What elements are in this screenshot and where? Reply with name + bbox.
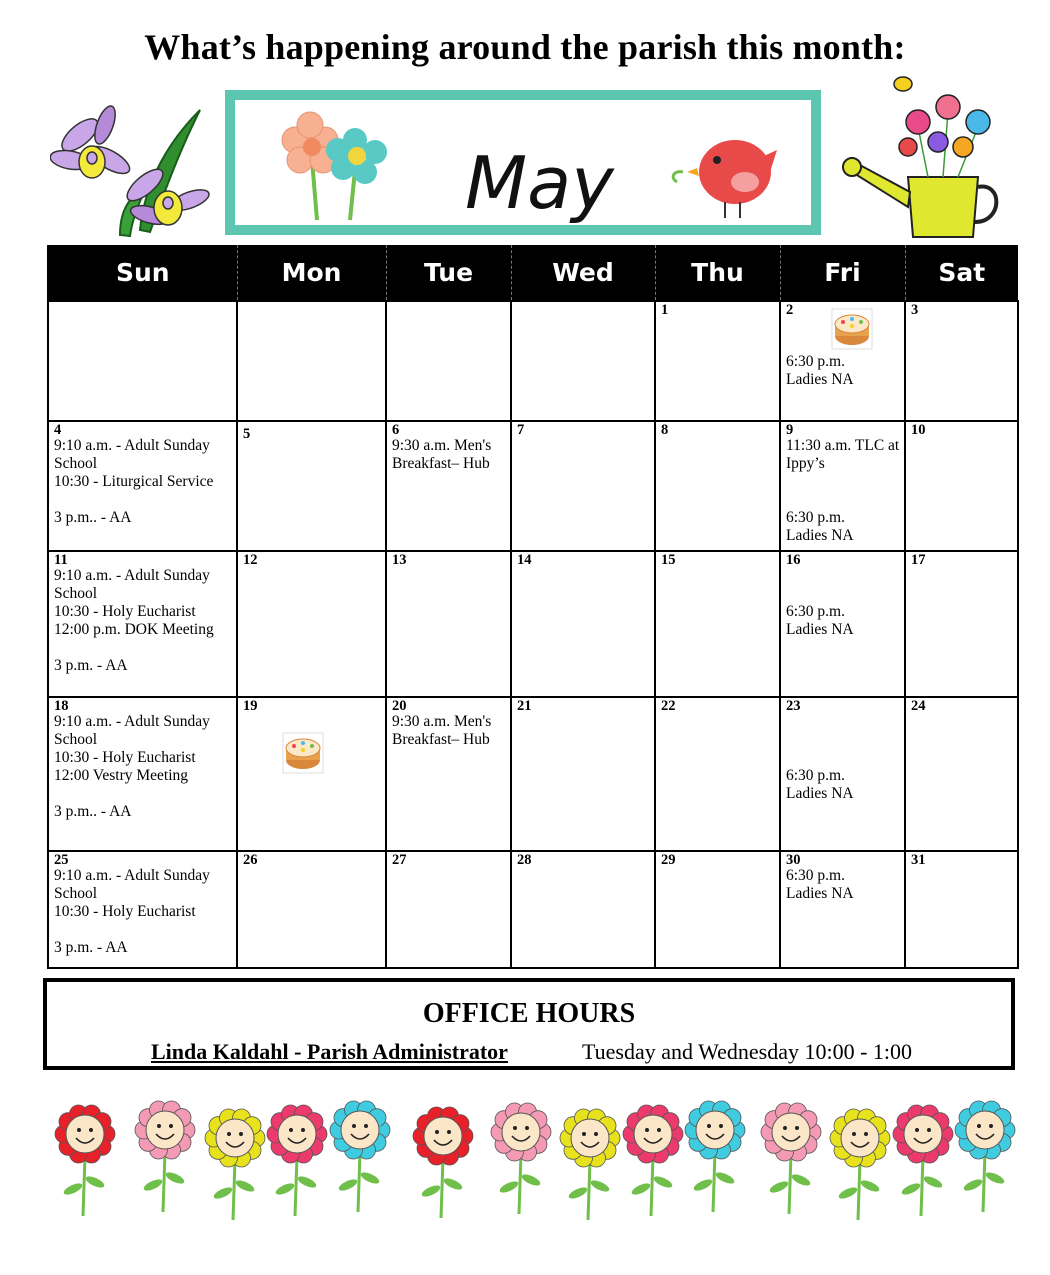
smiling-flower-icon	[623, 1105, 683, 1216]
smiling-flower-icon	[893, 1105, 953, 1216]
calendar-day-cell	[511, 551, 655, 697]
calendar-day-cell	[386, 421, 511, 551]
calendar-day-cell	[780, 551, 905, 697]
office-hours-title: OFFICE HOURS	[422, 998, 636, 1029]
day-events: 9:10 a.m. - Adult Sunday School 10:30 - Holy Eucharist 3 p.m. - AA	[54, 867, 210, 956]
day-number: 23	[786, 698, 801, 714]
calendar-week-row	[48, 301, 1018, 421]
smiling-flower-icon	[55, 1105, 115, 1216]
calendar-day-cell	[905, 421, 1018, 551]
day-number: 15	[661, 552, 676, 568]
day-events: 9:10 a.m. - Adult Sunday School 10:30 - Liturgical Service 3 p.m.. - AA	[54, 437, 214, 526]
calendar-week-row	[48, 551, 1018, 697]
smiling-flower-icon	[560, 1109, 620, 1220]
day-number: 3	[911, 302, 919, 318]
calendar-day-cell	[237, 301, 386, 421]
day-number: 22	[661, 698, 676, 714]
calendar-week-row	[48, 421, 1018, 551]
calendar-day-cell	[237, 851, 386, 968]
day-number: 17	[911, 552, 926, 568]
smiling-flower-icon	[330, 1101, 390, 1212]
calendar-day-cell	[48, 851, 237, 968]
weekday-fri: Fri	[780, 245, 905, 301]
smiling-flower-icon	[955, 1101, 1015, 1212]
weekday-sat: Sat	[905, 245, 1018, 301]
calendar-day-cell	[511, 421, 655, 551]
orchid-flowers-illustration	[50, 100, 210, 240]
office-hours-box	[43, 978, 1015, 1070]
day-events: 11:30 a.m. TLC at Ippy’s 6:30 p.m. Ladies NA	[786, 437, 900, 544]
calendar-day-cell	[48, 697, 237, 851]
day-number: 31	[911, 852, 926, 868]
calendar-day-cell	[655, 421, 780, 551]
day-number: 11	[54, 552, 68, 568]
calendar-day-cell	[237, 697, 386, 851]
calendar-day-cell	[905, 697, 1018, 851]
weekday-thu: Thu	[655, 245, 780, 301]
calendar-day-cell	[511, 301, 655, 421]
day-number: 5	[243, 426, 251, 442]
page-title: What’s happening around the parish this month:	[144, 27, 906, 67]
day-events: 6:30 p.m. Ladies NA	[786, 603, 854, 638]
day-events: 9:10 a.m. - Adult Sunday School 10:30 - Holy Eucharist 12:00 Vestry Meeting 3 p.m.. - AA	[54, 713, 210, 820]
day-number: 28	[517, 852, 532, 868]
weekday-sun: Sun	[48, 245, 237, 301]
smiling-flower-icon	[205, 1109, 265, 1220]
calendar-day-cell	[905, 851, 1018, 968]
day-number: 21	[517, 698, 532, 714]
calendar-day-cell	[905, 551, 1018, 697]
day-number: 9	[786, 422, 794, 438]
smiling-flower-icon	[685, 1101, 745, 1212]
day-number: 29	[661, 852, 676, 868]
day-number: 25	[54, 852, 69, 868]
calendar-day-cell	[655, 301, 780, 421]
administrator-name: Linda Kaldahl - Parish Administrator	[151, 1039, 508, 1064]
day-events: 6:30 p.m. Ladies NA	[786, 867, 854, 902]
smiling-flower-icon	[491, 1103, 551, 1214]
day-number: 14	[517, 552, 532, 568]
calendar-day-cell	[780, 421, 905, 551]
day-number: 10	[911, 422, 926, 438]
smiling-flowers-border	[45, 1100, 1020, 1230]
day-number: 18	[54, 698, 69, 714]
birthday-cake-icon	[831, 308, 873, 355]
calendar-day-cell	[48, 421, 237, 551]
day-events: 9:30 a.m. Men's Breakfast– Hub	[392, 713, 492, 748]
calendar-week-row	[48, 697, 1018, 851]
calendar-day-cell	[48, 551, 237, 697]
day-number: 16	[786, 552, 801, 568]
day-number: 20	[392, 698, 407, 714]
calendar-day-cell	[655, 551, 780, 697]
calendar-day-cell	[386, 851, 511, 968]
calendar-day-cell	[655, 851, 780, 968]
day-number: 7	[517, 422, 525, 438]
smiling-flower-icon	[830, 1109, 890, 1220]
calendar-day-cell	[780, 301, 905, 421]
day-events: 6:30 p.m. Ladies NA	[786, 353, 854, 388]
calendar-day-cell	[386, 697, 511, 851]
calendar-day-cell	[48, 301, 237, 421]
day-number: 19	[243, 698, 258, 714]
watering-can-illustration	[838, 72, 1008, 242]
day-number: 26	[243, 852, 258, 868]
day-number: 4	[54, 422, 62, 438]
day-number: 13	[392, 552, 407, 568]
smiling-flower-icon	[413, 1107, 473, 1218]
calendar-day-cell	[655, 697, 780, 851]
calendar-week-row	[48, 851, 1018, 968]
may-banner	[225, 90, 821, 235]
smiling-flower-icon	[267, 1105, 327, 1216]
calendar-grid	[47, 245, 1019, 969]
calendar-day-cell	[905, 301, 1018, 421]
calendar-day-cell	[511, 851, 655, 968]
calendar-day-cell	[780, 851, 905, 968]
office-hours-times: Tuesday and Wednesday 10:00 - 1:00	[582, 1039, 913, 1064]
smiling-flower-icon	[135, 1101, 195, 1212]
calendar-day-cell	[237, 421, 386, 551]
weekday-wed: Wed	[511, 245, 655, 301]
weekday-tue: Tue	[386, 245, 511, 301]
birthday-cake-icon	[282, 732, 324, 779]
day-number: 6	[392, 422, 400, 438]
day-events: 9:10 a.m. - Adult Sunday School 10:30 - Holy Eucharist 12:00 p.m. DOK Meeting 3 p.m. - AA	[54, 567, 214, 674]
day-number: 12	[243, 552, 258, 568]
day-events: 6:30 p.m. Ladies NA	[786, 767, 854, 802]
calendar-day-cell	[237, 551, 386, 697]
calendar-day-cell	[780, 697, 905, 851]
weekday-mon: Mon	[237, 245, 386, 301]
day-number: 8	[661, 422, 669, 438]
day-events: 9:30 a.m. Men's Breakfast– Hub	[392, 437, 492, 472]
banner-month-text: May	[465, 141, 614, 225]
calendar-day-cell	[386, 551, 511, 697]
day-number: 27	[392, 852, 407, 868]
weekday-header-row	[48, 245, 1018, 301]
day-number: 30	[786, 852, 801, 868]
day-number: 24	[911, 698, 926, 714]
smiling-flower-icon	[761, 1103, 821, 1214]
day-number: 1	[661, 302, 669, 318]
calendar-day-cell	[386, 301, 511, 421]
day-number: 2	[786, 302, 794, 318]
calendar-day-cell	[511, 697, 655, 851]
